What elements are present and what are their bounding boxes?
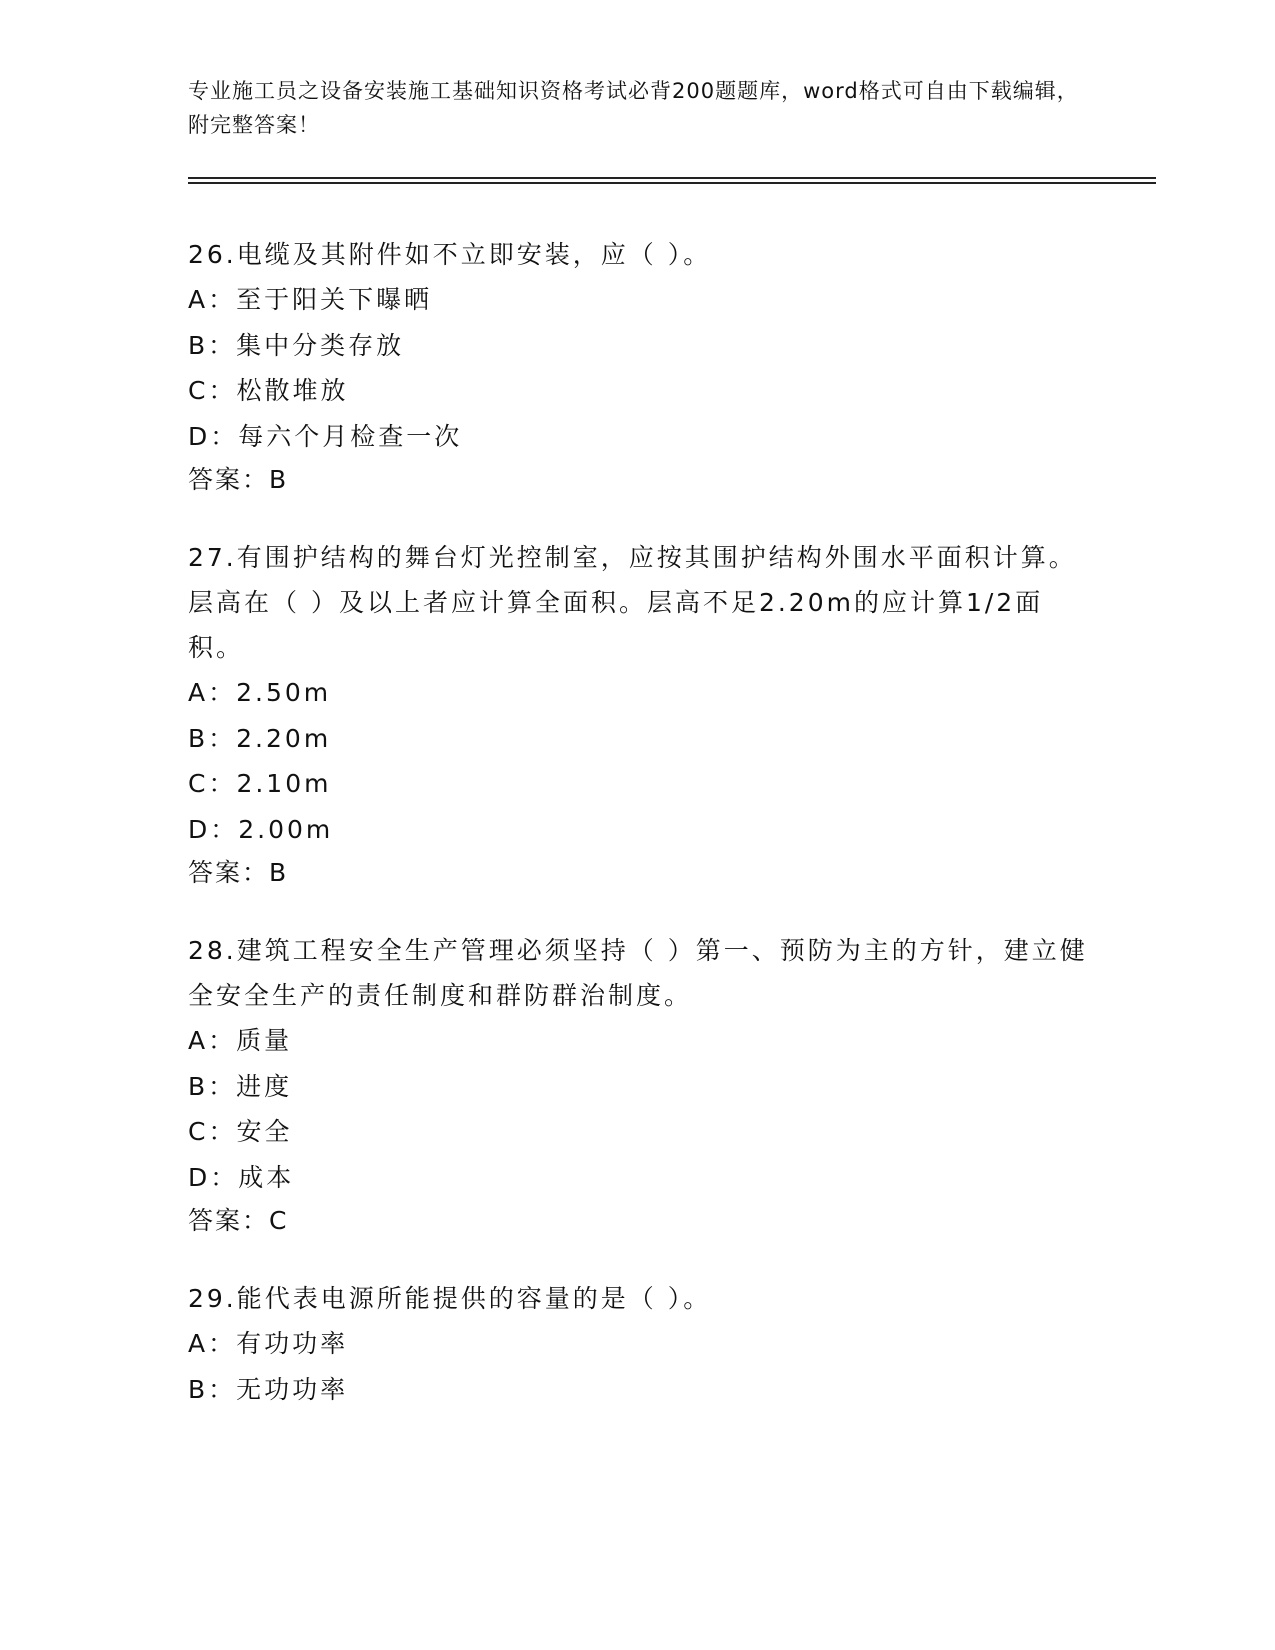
question-28 [188,928,1088,1242]
option-b: B：无功功率 [188,1374,349,1404]
question-29 [188,1276,1088,1412]
answer: 答案：B [188,858,289,887]
question-text: 28.建筑工程安全生产管理必须坚持（ ）第一、预防为主的方针，建立健全安全生产的责任制度和群防群治制度。 [188,936,1088,1010]
question-text: 26.电缆及其附件如不立即安装，应（ ）。 [188,240,712,269]
question-text: 29.能代表电源所能提供的容量的是（ ）。 [188,1284,712,1313]
question-list [188,232,1088,1446]
option-d: D：每六个月检查一次 [188,421,463,451]
option-b: B：集中分类存放 [188,330,405,360]
option-a: A：2.50m [188,678,332,707]
option-c: C：安全 [188,1117,293,1146]
option-a: A：至于阳关下曝晒 [188,285,433,314]
header-divider-bottom [188,182,1156,184]
answer: 答案：C [188,1206,289,1235]
answer: 答案：B [188,465,289,494]
question-text: 27.有围护结构的舞台灯光控制室，应按其围护结构外围水平面积计算。层高在（ ）及以上者应计算全面积。层高不足2.20m的应计算1/2面积。 [188,543,1077,662]
option-c: C：松散堆放 [188,376,349,405]
question-26 [188,232,1088,501]
page-header: 专业施工员之设备安装施工基础知识资格考试必背200题题库，word格式可自由下载编辑，附完整答案！ [188,79,1079,137]
option-b: B：2.20m [188,723,332,753]
option-a: A：有功功率 [188,1329,349,1358]
option-d: D：2.00m [188,814,334,844]
header-divider-top [188,177,1156,179]
option-c: C：2.10m [188,769,332,798]
question-27 [188,535,1088,894]
option-d: D：成本 [188,1162,295,1192]
option-b: B：进度 [188,1071,293,1101]
option-a: A：质量 [188,1026,293,1055]
